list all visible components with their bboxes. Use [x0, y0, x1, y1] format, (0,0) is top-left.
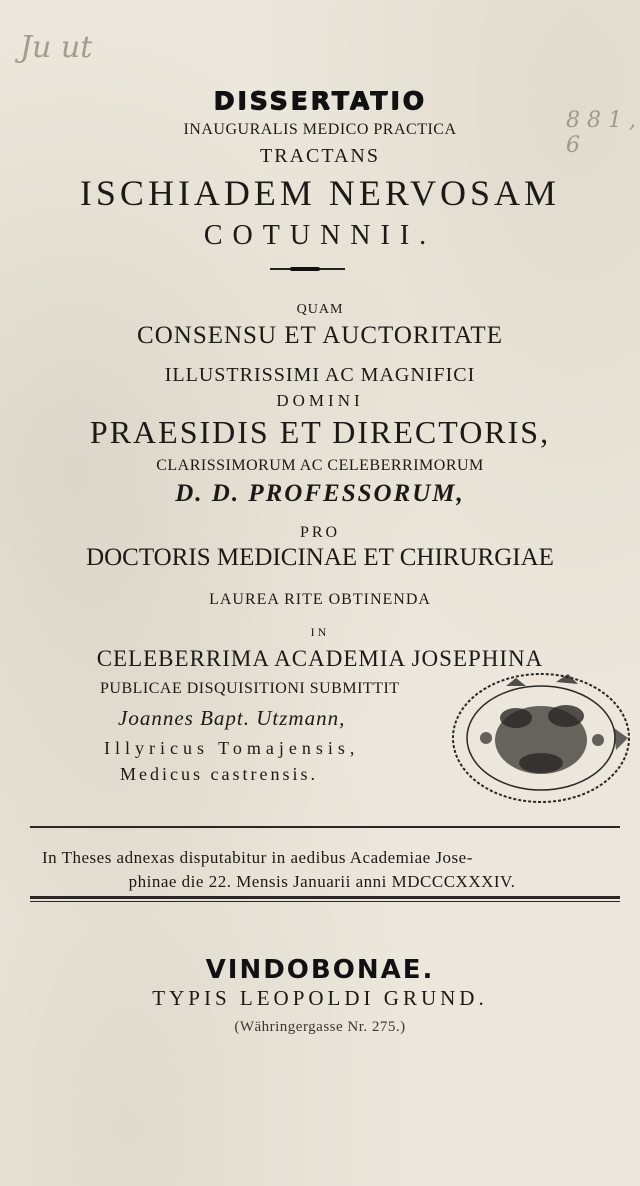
- divider-bottom-thick: [30, 896, 620, 899]
- line-clarissimorum: CLARISSIMORUM AC CELEBERRIMORUM: [156, 457, 484, 474]
- line-professorum: D. D. PROFESSORUM,: [175, 480, 465, 507]
- line-domini: DOMINI: [276, 391, 364, 410]
- handwritten-shelfmark: 8 8 1 , 6: [566, 108, 636, 158]
- library-stamp-icon: [446, 668, 636, 808]
- line-consensu: CONSENSU ET AUCTORITATE: [137, 322, 503, 349]
- line-inauguralis: INAUGURALIS MEDICO PRACTICA: [183, 121, 457, 138]
- ornamental-rule: [270, 268, 345, 270]
- line-in: IN: [310, 625, 330, 639]
- theses-line-2: phinae die 22. Mensis Januarii anni MDCCCXXXIV.: [128, 872, 516, 891]
- line-illustrissimi: ILLUSTRISSIMI AC MAGNIFICI: [164, 364, 476, 386]
- line-celeberrima: CELEBERRIMA ACADEMIA JOSEPHINA: [96, 646, 544, 671]
- handwritten-note-top: Ju ut: [20, 30, 93, 65]
- line-praesidis: PRAESIDIS ET DIRECTORIS,: [89, 414, 551, 450]
- header-dissertatio: DISSERTATIO: [213, 86, 427, 115]
- line-laurea: LAUREA RITE OBTINENDA: [209, 591, 431, 608]
- line-pro: PRO: [299, 524, 341, 541]
- line-quam: QUAM: [296, 302, 344, 317]
- author-origin: Illyricus Tomajensis,: [104, 738, 360, 758]
- divider-bottom-thin: [30, 901, 620, 902]
- theses-line-1: In Theses adnexas disputabitur in aedibus Academiae Jose-: [42, 848, 473, 867]
- title-cotunnii: COTUNNII.: [203, 220, 437, 251]
- author-role: Medicus castrensis.: [120, 764, 318, 784]
- title-ischiadem: ISCHIADEM NERVOSAM: [79, 173, 561, 213]
- imprint-street: (Währingergasse Nr. 275.): [234, 1019, 406, 1035]
- line-tractans: TRACTANS: [260, 145, 380, 167]
- divider-top: [30, 826, 620, 828]
- line-publicae: PUBLICAE DISQUISITIONI SUBMITTIT: [100, 680, 400, 697]
- author-name: Joannes Bapt. Utzmann,: [118, 706, 346, 730]
- imprint-city: VINDOBONAE.: [205, 955, 435, 985]
- imprint-printer: TYPIS LEOPOLDI GRUND.: [152, 986, 488, 1010]
- line-doctoris: DOCTORIS MEDICINAE ET CHIRURGIAE: [86, 544, 554, 571]
